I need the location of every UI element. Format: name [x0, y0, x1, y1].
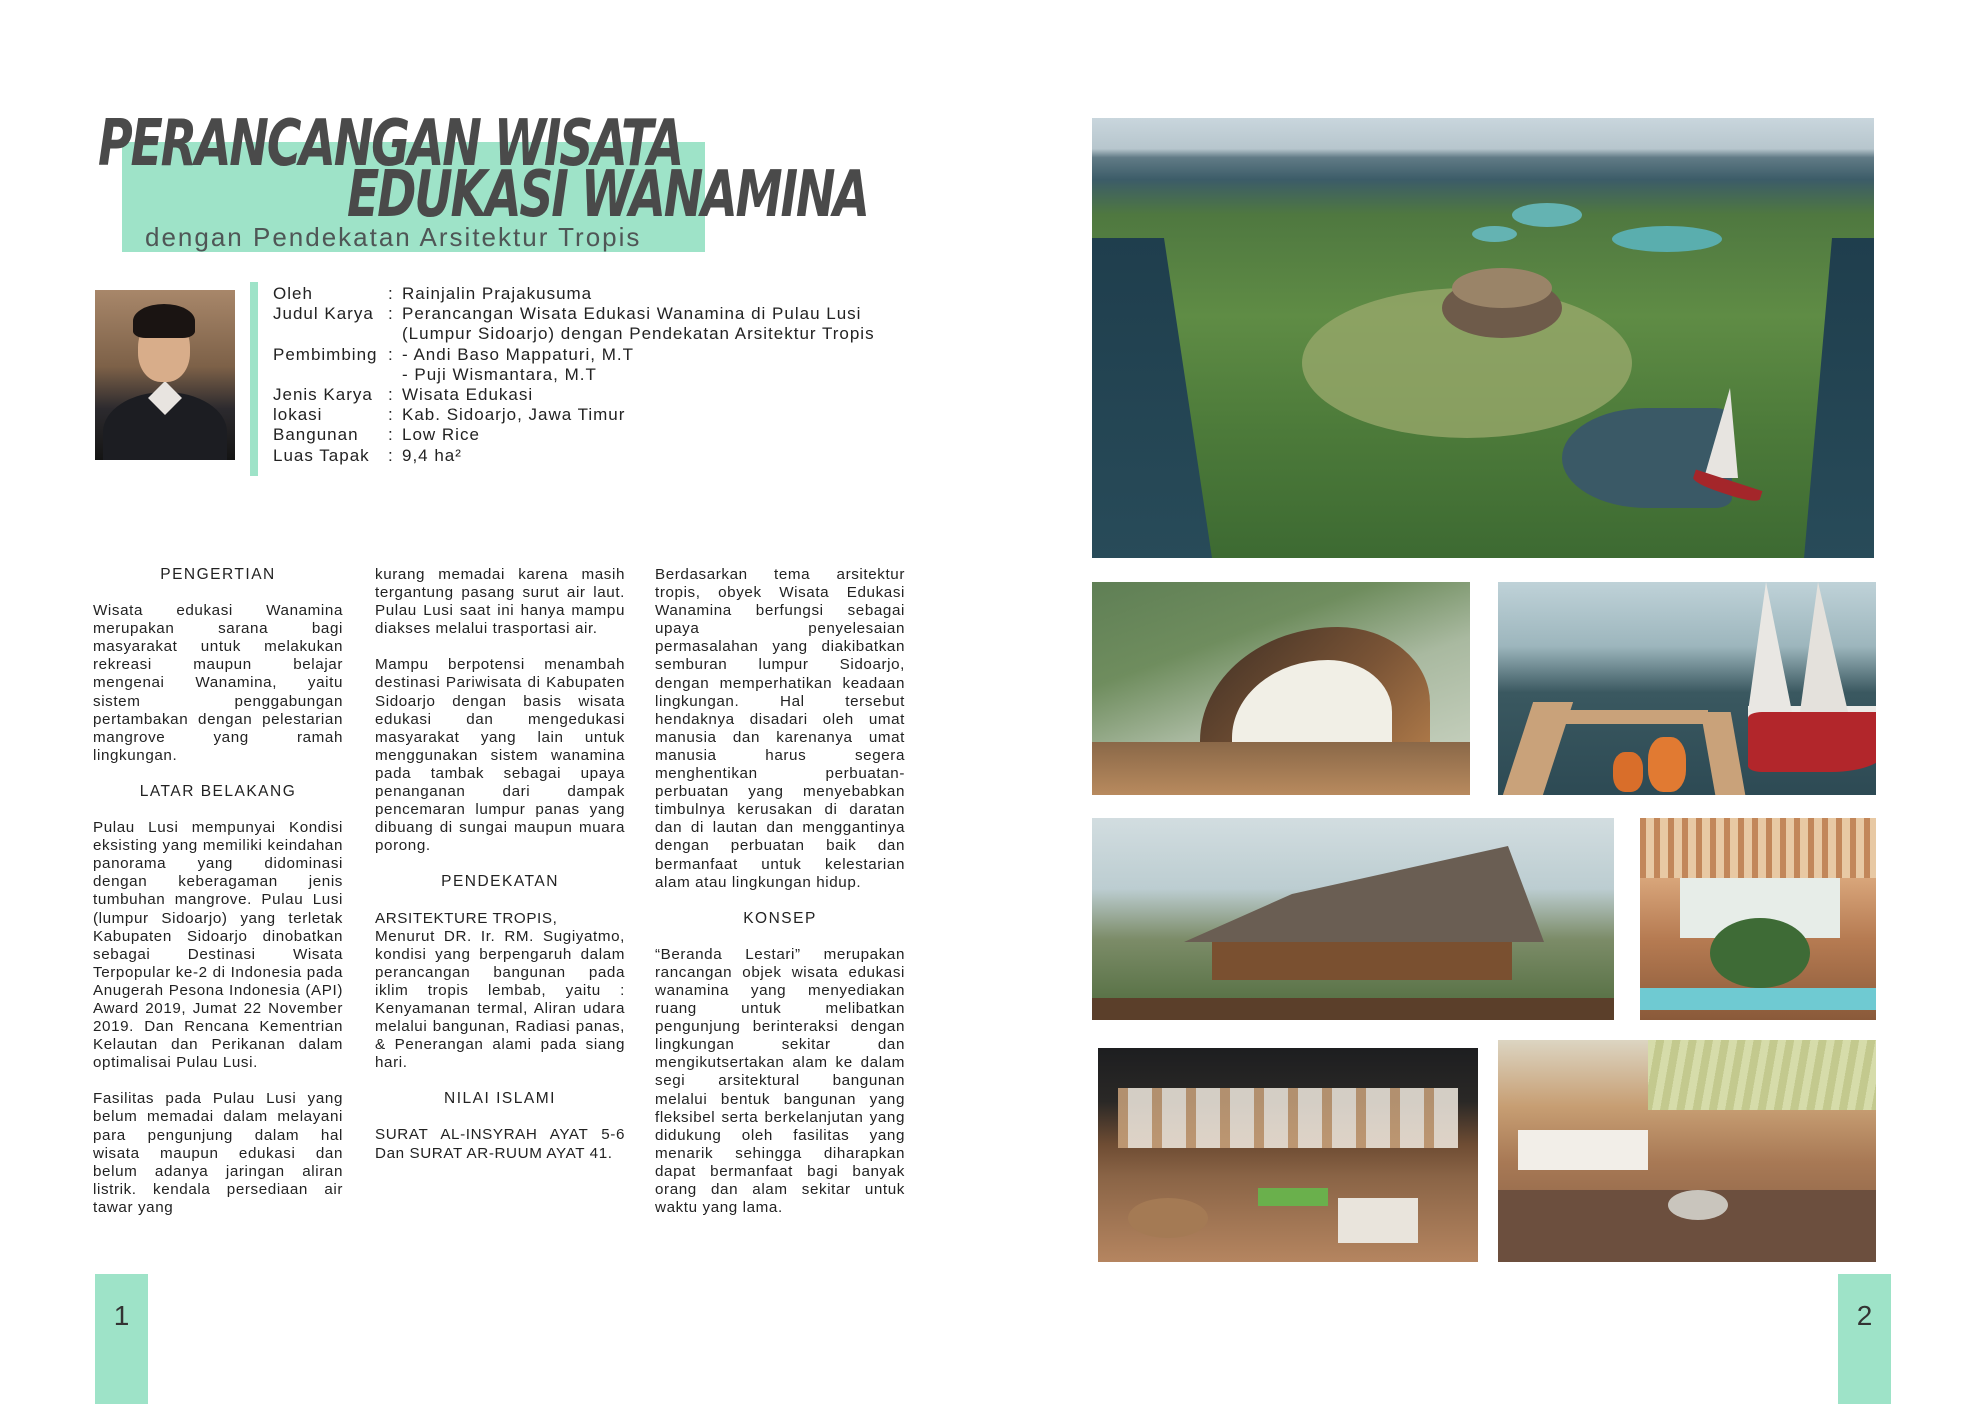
aerial-site-render	[1092, 118, 1874, 558]
heading-konsep: KONSEP	[743, 909, 817, 927]
info-row: Pembimbing : - Andi Baso Mappaturi, M.T	[273, 344, 634, 364]
info-row: Bangunan : Low Rice	[273, 425, 480, 445]
author-photo	[95, 290, 235, 460]
title-line-1: PERANCANGAN WISATA	[98, 107, 682, 181]
profile-info	[273, 284, 875, 466]
paragraph-potensi: Mampu berpotensi menambah destinasi Pariwisata di Kabupaten Sidoarjo dengan basis wisata edukasi dan mengedukasi masyarakat yang lain untuk menggunakan sistem wanamina pada tambak sebagai upaya penanganan dari dampak pencemaran lumpur panas yang dibuang di sungai maupun muara porong.	[375, 656, 625, 855]
paragraph-latar-belakang: Pulau Lusi mempunyai Kondisi eksisting yang memiliki keindahan panorama yang didominasi dengan keberagaman jenis tumbuhan mangrove. Pulau Lusi (lumpur Sidoarjo) yang terletak Kabupaten Sidoarjo dinobatkan sebagai Destinasi Wisata Terpopular ke-2 di Indonesia pada Anugerah Pesona Indonesia (API) Award 2019, Jumat 22 November 2019. Dan Rencana Kementrian Kelautan dan Perikanan dalam optimalisai Pulau Lusi.	[93, 819, 343, 1072]
info-row: Oleh : Rainjalin Prajakusuma	[273, 284, 593, 303]
info-row: lokasi : Kab. Sidoarjo, Jawa Timur	[273, 405, 626, 425]
subtitle: dengan Pendekatan Arsitektur Tropis	[145, 222, 642, 252]
text-column-1	[93, 566, 343, 1217]
paragraph-nilai-islami: SURAT AL-INSYRAH AYAT 5-6 Dan SURAT AR-RUUM AYAT 41.	[375, 1126, 625, 1162]
info-row: (Lumpur Sidoarjo) dengan Pendekatan Arsitektur Tropis	[402, 324, 875, 344]
interior-lounge-render	[1098, 1048, 1478, 1262]
text-column-3	[655, 566, 905, 1217]
page-number-right: 2	[1838, 1274, 1891, 1404]
heading-pendekatan: PENDEKATAN	[441, 873, 559, 891]
main-building-render	[1092, 818, 1614, 1020]
cafe-interior-render	[1498, 1040, 1876, 1262]
text-column-2	[375, 566, 625, 1163]
pavilion-render	[1092, 582, 1470, 795]
paragraph-tema: Berdasarkan tema arsitektur tropis, obyek Wisata Edukasi Wanamina berfungsi sebagai upaya penyelesaian permasalahan yang diakibatkan semburan lumpur Sidoarjo, dengan memperhatikan keadaan lingkungan. Hal tersebut hendaknya disadari oleh umat manusia dan karenanya umat manusia harus segera menghentikan perbuatan-perbuatan yang menyebabkan timbulnya kerusakan di daratan dan di lautan dan menggantinya dengan perbuatan baik dan bermanfaat untuk kelestarian alam atau lingkungan hidup.	[655, 566, 905, 891]
courtyard-render	[1640, 818, 1876, 1020]
heading-nilai-islami: NILAI ISLAMI	[444, 1090, 556, 1108]
paragraph-arsitektur-title: ARSITEKTURE TROPIS,	[375, 909, 558, 927]
paragraph-arsitektur: Menurut DR. Ir. RM. Sugiyatmo, kondisi yang berpengaruh dalam perancangan bangunan pada iklim tropis lembab, yaitu : Kenyamanan termal, Aliran udara melalui bangunan, Radiasi panas, & Penerangan alami pada siang hari.	[375, 927, 625, 1072]
title-line-2: EDUKASI WANAMINA	[347, 158, 868, 232]
marina-render	[1498, 582, 1876, 795]
info-row: Judul Karya : Perancangan Wisata Edukasi Wanamina di Pulau Lusi	[273, 304, 862, 324]
page-number-left: 1	[95, 1274, 148, 1404]
paragraph-pengertian: Wisata edukasi Wanamina merupakan sarana bagi masyarakat untuk melakukan rekreasi maupun belajar mengenai Wanamina, yaitu sistem penggabungan pertambakan dengan pelestarian mangrove yang ramah lingkungan.	[93, 602, 343, 764]
info-accent-bar	[250, 282, 258, 476]
info-row: - Puji Wismantara, M.T	[402, 364, 597, 384]
paragraph-konsep: “Beranda Lestari” merupakan rancangan objek wisata edukasi wanamina yang menyediakan ruang untuk melibatkan pengunjung berinteraksi dengan lingkungan sekitar dan mengikutsertakan alam ke dalam segi arsitektural bangunan melalui bentuk bangunan yang fleksibel serta berkelanjutan yang didukung oleh fasilitas yang menarik sehingga diharapkan dapat bermanfaat bagi banyak orang dan alam sekitar untuk waktu yang lama.	[655, 945, 905, 1217]
heading-latar-belakang: LATAR BELAKANG	[139, 782, 297, 800]
heading-pengertian: PENGERTIAN	[160, 566, 276, 583]
paragraph-continued: kurang memadai karena masih tergantung pasang surut air laut. Pulau Lusi saat ini hanya mampu diakses melalui trasportasi air.	[375, 566, 625, 638]
info-row: Luas Tapak : 9,4 ha²	[273, 445, 462, 465]
paragraph-fasilitas: Fasilitas pada Pulau Lusi yang belum memadai dalam melayani para pengunjung dalam hal wisata maupun edukasi dan belum adanya jaringan aliran listrik. kendala persediaan air tawar yang	[93, 1090, 343, 1216]
info-row: Jenis Karya : Wisata Edukasi	[273, 385, 534, 405]
